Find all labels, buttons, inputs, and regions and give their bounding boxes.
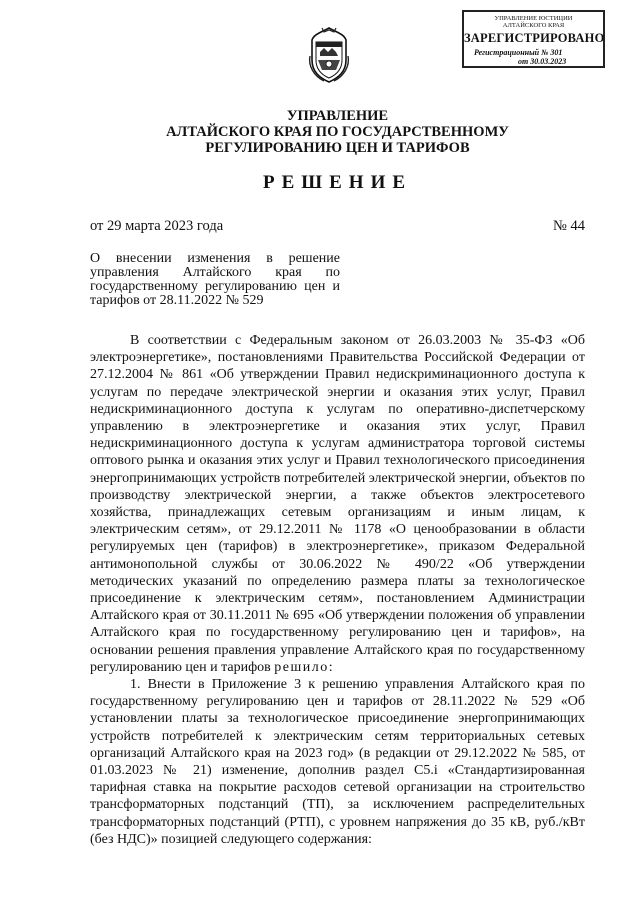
registration-stamp: [462, 10, 605, 68]
document-body: [90, 332, 585, 848]
header-line1: УПРАВЛЕНИЕ: [286, 108, 389, 124]
document-number: № 44: [553, 218, 585, 234]
stamp-org-line2: АЛТАЙСКОГО КРАЯ: [502, 22, 565, 29]
stamp-org-line1: УПРАВЛЕНИЕ ЮСТИЦИИ: [494, 15, 573, 22]
decides-word: решило:: [274, 659, 335, 675]
stamp-reg-date: от 30.03.2023: [518, 57, 567, 66]
coat-of-arms-icon: [306, 26, 352, 84]
header-line2: АЛТАЙСКОГО КРАЯ ПО ГОСУДАРСТВЕННОМУ: [166, 124, 509, 140]
preamble-text: В соответствии с Федеральным законом от 26.03.2003 № 35-ФЗ «Об электроэнергетике», постановлениями Правительства Российской Федерации от 27.12.2004 № 861 «Об утверждении Правил недискриминационного доступа к услугам по передаче электрической энергии и оказания этих услуг, Правил недискриминационного доступа к услугам по оперативно-диспетчерскому управлению в электроэнергетике и оказания этих услуг, Правил недискриминационного доступа к услугам администратора торговой системы оптового рынка и оказания этих услуг и Правил технологического присоединения энергопринимающих устройств потребителей электрической энергии, объектов по производству электрической энергии, а также объектов электросетевого хозяйства, принадлежащих сетевым организациям и иным лицам, к электрическим сетям», от 29.12.2011 № 1178 «О ценообразовании в области регулируемых цен (тарифов) в электроэнергетике», приказом Федеральной антимонопольной службы от 30.06.2022 № 490/22 «Об утверждении методических указаний по определению размера платы за технологическое присоединение к электрическим сетям», постановлением Администрации Алтайского края от 30.11.2011 № 695 «Об утверждении положения об управлении Алтайского края по государственному регулированию цен и тарифов», на основании решения правления управление Алтайского края по государственному регулированию цен и тарифов: [90, 333, 585, 675]
stamp-reg-number: Регистрационный № 301: [474, 48, 563, 57]
organization-header: [90, 108, 585, 156]
item-1-paragraph: 1. Внести в Приложение 3 к решению управления Алтайского края по государственному регулированию цен и тарифов от 28.11.2022 № 529 «Об установлении платы за технологическое присоединение энергопринимающих устройств потребителей к электрическим сетям территориальных сетевых организаций Алтайского края на 2023 год» (в редакции от 29.12.2022 № 585, от 01.03.2023 № 21) изменение, дополнив раздел С5.i «Стандартизированная тарифная ставка на покрытие расходов сетевой организации на строительство трансформаторных подстанций (ТП), за исключением распределительных трансформаторных подстанций (РТП), с уровнем напряжения до 35 кВ, руб./кВт (без НДС)» позицией следующего содержания:: [90, 677, 585, 847]
header-line3: РЕГУЛИРОВАНИЮ ЦЕН И ТАРИФОВ: [205, 140, 470, 156]
document-date: от 29 марта 2023 года: [90, 218, 224, 234]
preamble-paragraph: [90, 332, 585, 676]
document-subject: О внесении изменения в решение управления Алтайского края по государственному регулированию цен и тарифов от 28.11.2022 № 529: [90, 251, 340, 308]
document-title: РЕШЕНИЕ: [262, 172, 413, 193]
stamp-status: ЗАРЕГИСТРИРОВАНО: [464, 31, 605, 45]
